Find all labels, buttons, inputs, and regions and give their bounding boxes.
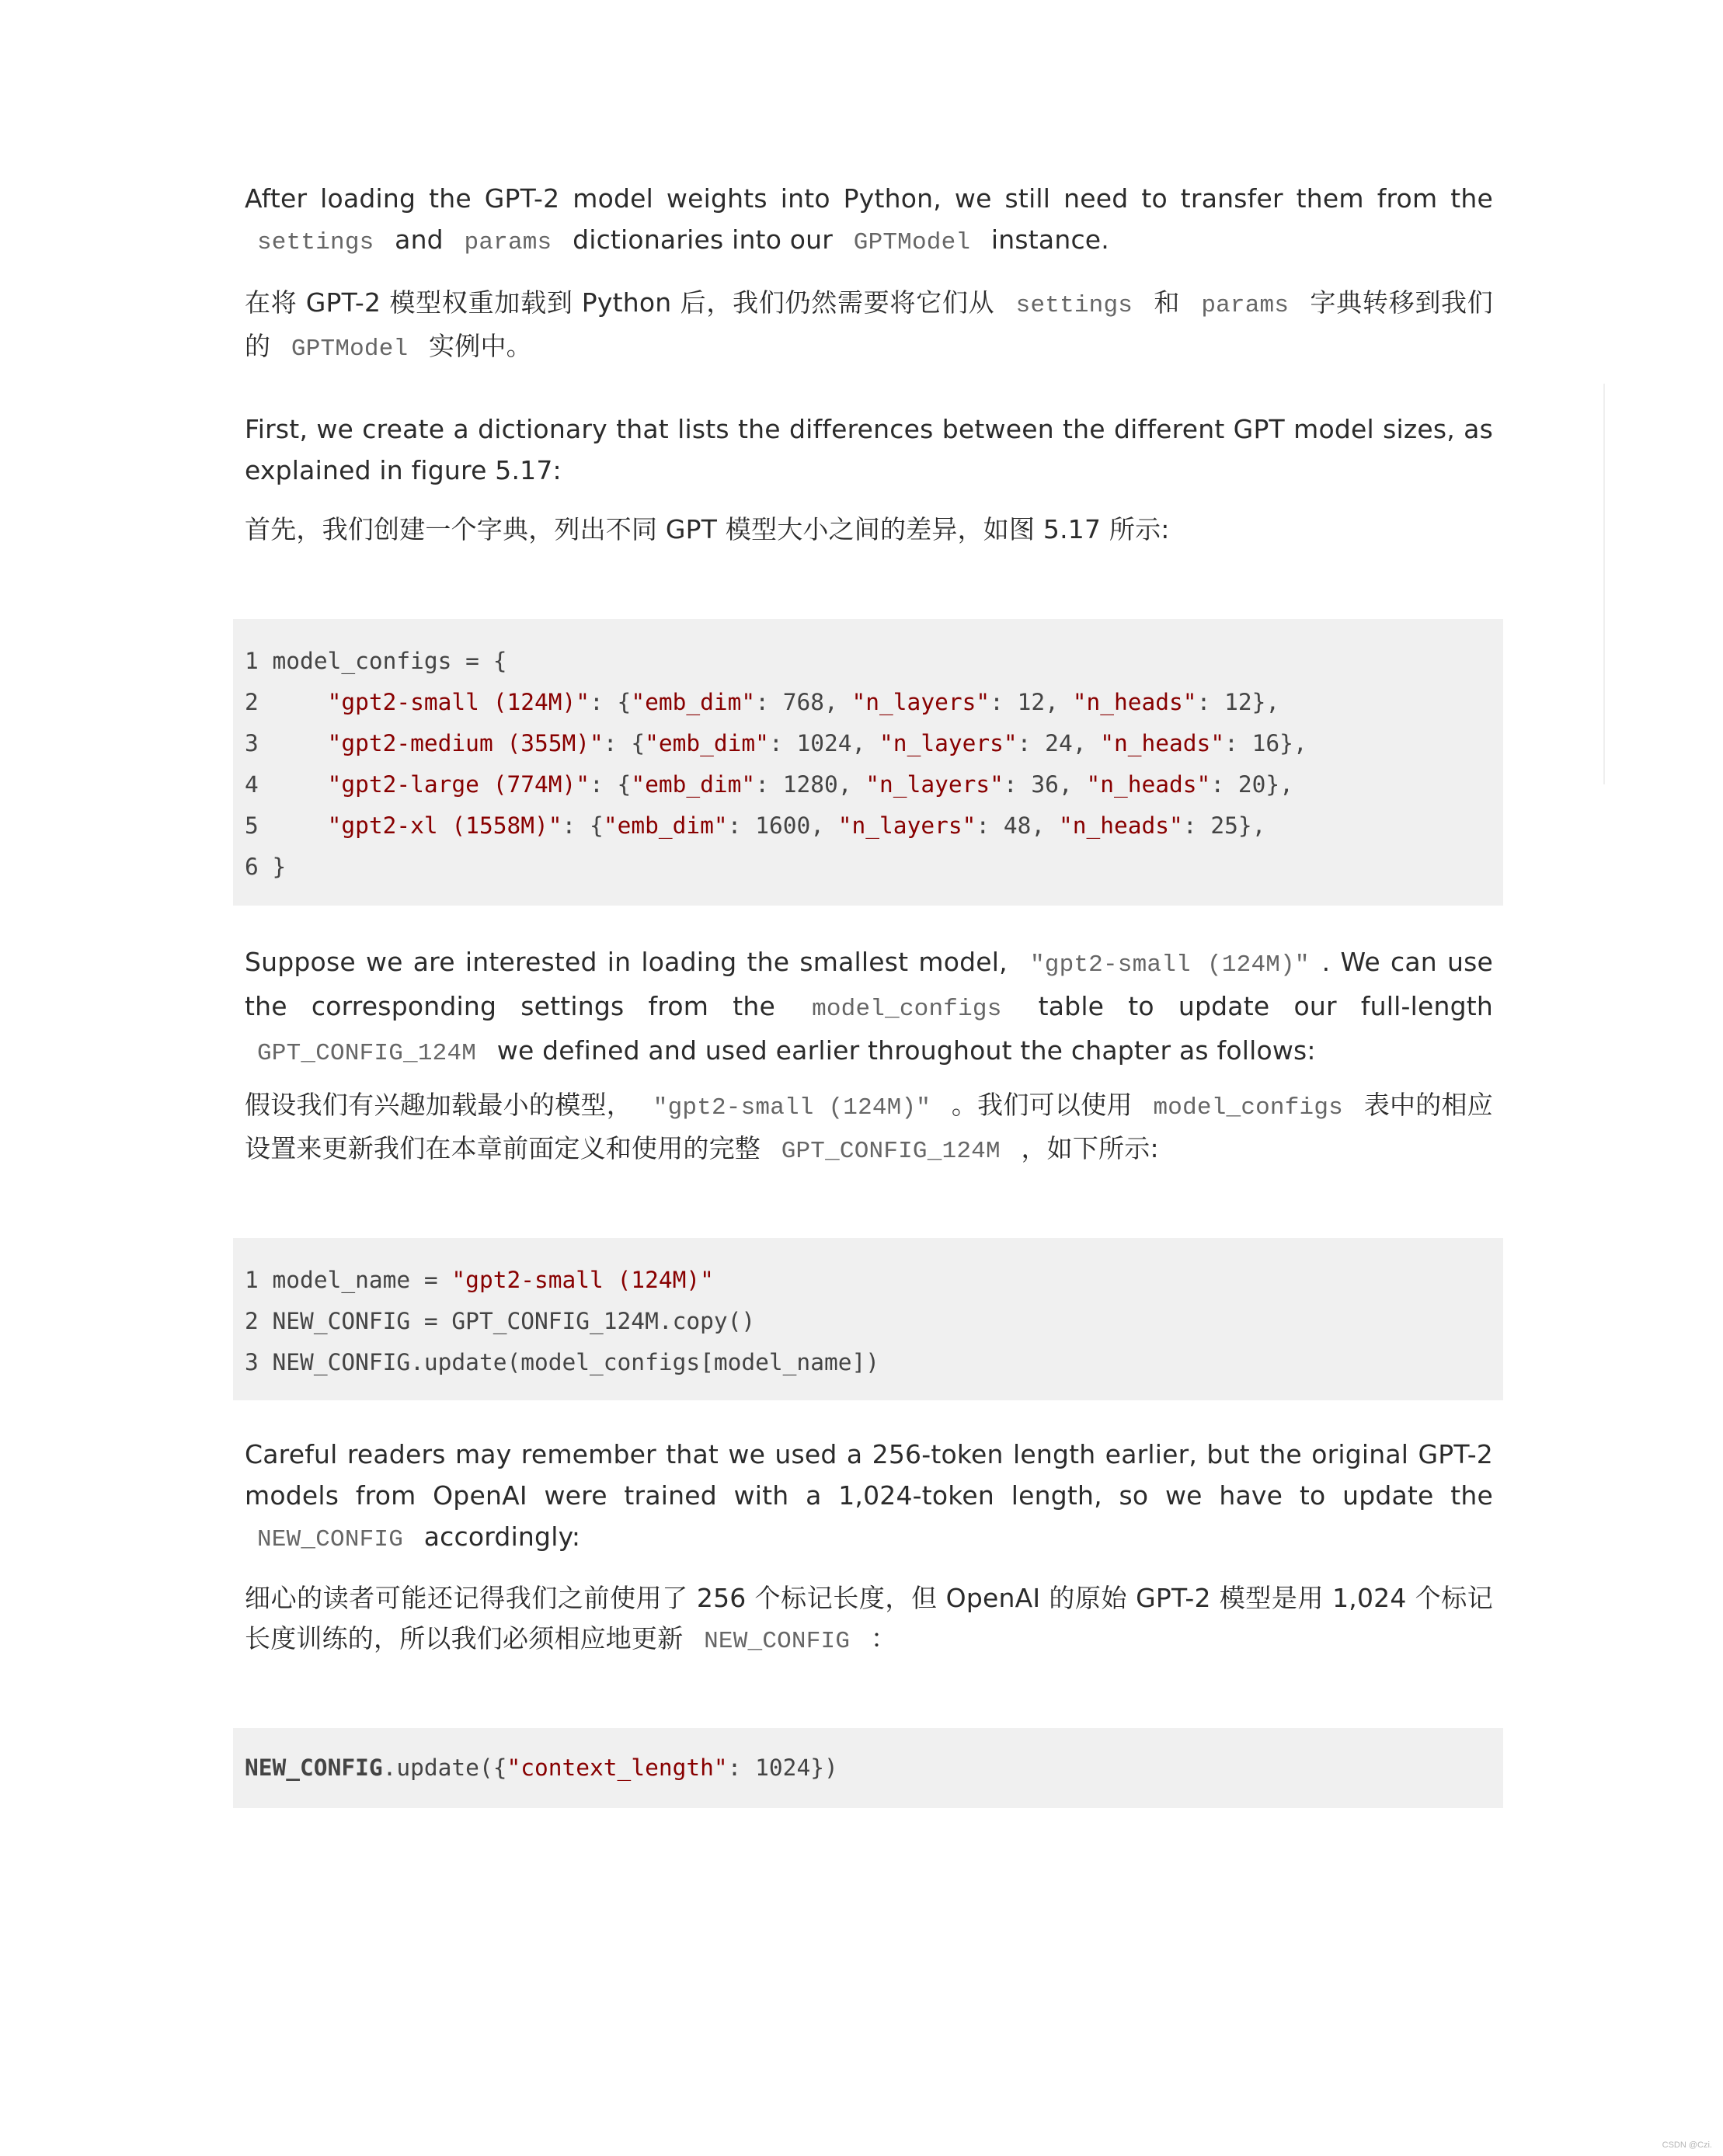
inline-code-new-config: NEW_CONFIG: [704, 1628, 851, 1655]
code-line: 5 "gpt2-xl (1558M)": {"emb_dim": 1600, "n_layers": 48, "n_heads": 25},: [245, 812, 1266, 839]
inline-code-gptmodel: GPTModel: [291, 336, 409, 363]
inline-code-gptmodel: GPTModel: [853, 229, 971, 256]
scroll-divider: [1603, 384, 1605, 784]
inline-code-model-name: "gpt2-small (124M)": [1029, 951, 1310, 979]
code-line: 1 model_configs = {: [245, 648, 507, 674]
code-block-model-configs: [233, 619, 1503, 906]
inline-code-gpt-config-124m: GPT_CONFIG_124M: [781, 1138, 1001, 1165]
inline-code-model-configs: model_configs: [1153, 1094, 1343, 1121]
code-line: 2 "gpt2-small (124M)": {"emb_dim": 768, "n_layers": 12, "n_heads": 12},: [245, 689, 1280, 715]
code-line: 3 NEW_CONFIG.update(model_configs[model_name]): [245, 1349, 879, 1375]
inline-code-model-configs: model_configs: [812, 996, 1002, 1023]
paragraph-load-smallest-cn: 假设我们有兴趣加载最小的模型， "gpt2-small (124M)" 。我们可以使用 model_configs 表中的相应设置来更新我们在本章前面定义和使用的完整 GPT_CONFIG_124M ，如下所示:: [245, 1090, 1493, 1165]
paragraph-transfer-weights-cn: 在将 GPT-2 模型权重加载到 Python 后，我们仍然需要将它们从 settings 和 params 字典转移到我们的 GPTModel 实例中。: [245, 287, 1493, 363]
paragraph-context-length-cn: 细心的读者可能还记得我们之前使用了 256 个标记长度，但 OpenAI 的原始 GPT-2 模型是用 1,024 个标记长度训练的，所以我们必须相应地更新 NEW_CONFIG ：: [245, 1583, 1493, 1655]
code-line: 3 "gpt2-medium (355M)": {"emb_dim": 1024, "n_layers": 24, "n_heads": 16},: [245, 730, 1307, 756]
paragraph-model-sizes-en: First, we create a dictionary that lists the differences between the different GPT model sizes, as explained in figure 5.17:: [245, 414, 1493, 485]
paragraph-context-length-en: Careful readers may remember that we used a 256-token length earlier, but the original GPT-2 models from OpenAI were trained with a 1,024-token length, so we have to update the NEW_CONFIG accordingly:: [245, 1439, 1493, 1553]
inline-code-model-name: "gpt2-small (124M)": [653, 1094, 931, 1121]
paragraph-load-smallest-en: Suppose we are interested in loading the smallest model, "gpt2-small (124M)" . We can use the corresponding settings from the model_configs table to update our full-length GPT_CONFIG_124M we defined and used earlier throughout the chapter as follows:: [245, 947, 1493, 1067]
watermark: CSDN @Czi.: [1662, 2140, 1712, 2150]
code-line: 2 NEW_CONFIG = GPT_CONFIG_124M.copy(): [245, 1308, 756, 1334]
inline-code-params: params: [1201, 292, 1290, 319]
code-line: 4 "gpt2-large (774M)": {"emb_dim": 1280, "n_layers": 36, "n_heads": 20},: [245, 771, 1293, 798]
code-block-context-length: [233, 1728, 1503, 1808]
code-line: 6 }: [245, 854, 287, 880]
code-block-new-config: [233, 1238, 1503, 1400]
paragraph-model-sizes-cn: 首先，我们创建一个字典，列出不同 GPT 模型大小之间的差异，如图 5.17 所示:: [245, 514, 1170, 544]
code-line: 1 model_name = "gpt2-small (124M)": [245, 1267, 714, 1293]
inline-code-settings: settings: [1015, 292, 1133, 319]
code-line: NEW_CONFIG.update({"context_length": 1024}): [245, 1754, 838, 1781]
inline-code-settings: settings: [257, 229, 374, 256]
inline-code-params: params: [464, 229, 552, 256]
inline-code-gpt-config-124m: GPT_CONFIG_124M: [257, 1040, 477, 1067]
paragraph-transfer-weights-en: After loading the GPT-2 model weights into Python, we still need to transfer them from the settings and params dictionaries into our GPTModel instance.: [245, 183, 1493, 256]
inline-code-new-config: NEW_CONFIG: [257, 1526, 404, 1553]
